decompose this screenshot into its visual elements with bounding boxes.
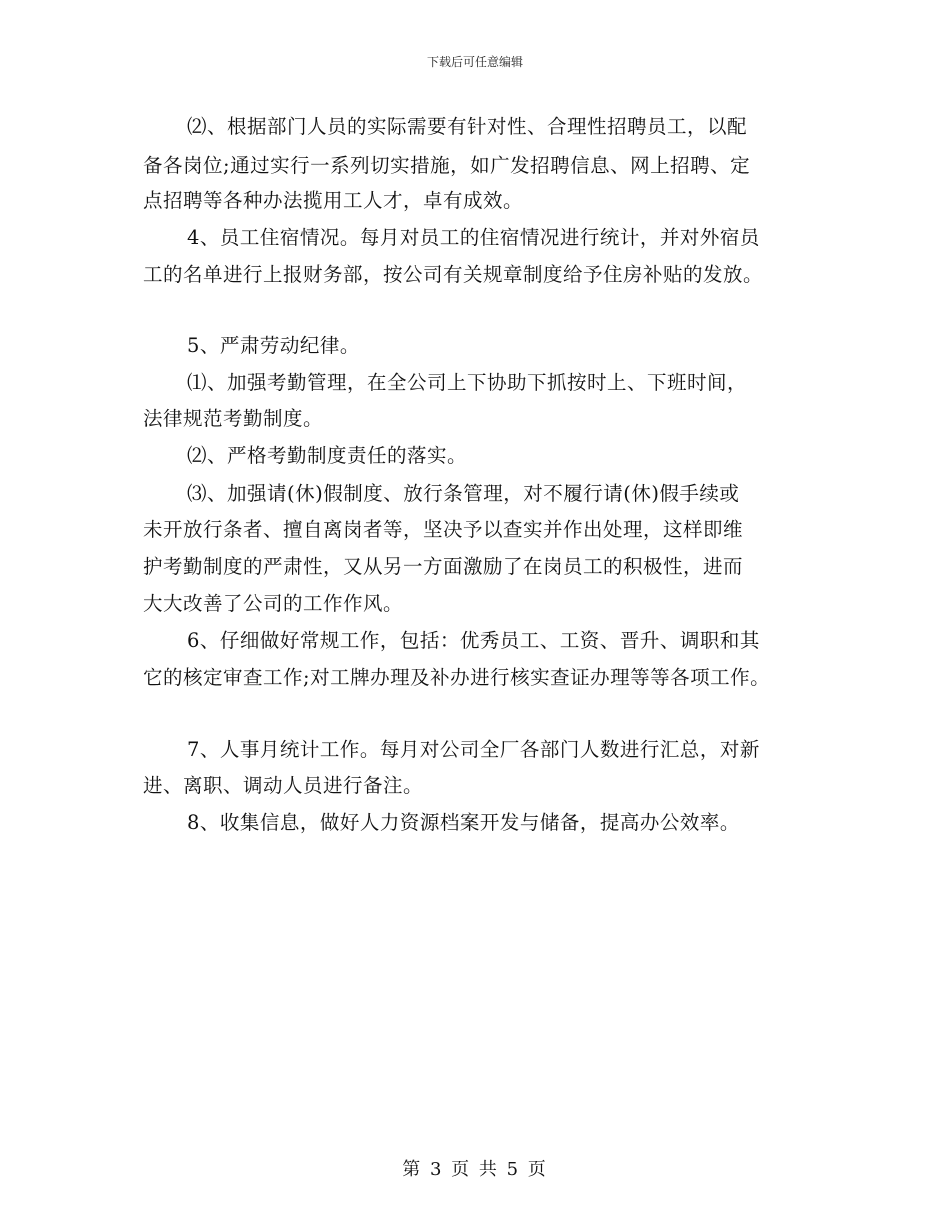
paragraph-line: 它的核定审查工作;对工牌办理及补办进行核实查证办理等等各项工作。 [143,666,771,689]
paragraph-line: ⑴、加强考勤管理，在全公司上下协助下抓按时上、下班时间， [187,371,748,394]
paragraph-line: ⑵、根据部门人员的实际需要有针对性、合理性招聘员工，以配 [187,115,748,138]
page-number-footer: 第 3 页 共 5 页 [402,1159,548,1180]
paragraph-line: 6、仔细做好常规工作，包括：优秀员工、工资、晋升、调职和其 [187,629,760,652]
paragraph-line: 8、收集信息，做好人力资源档案开发与储备，提高办公效率。 [187,811,740,834]
paragraph-line: 进、离职、调动人员进行备注。 [143,774,424,797]
paragraph-line: 4、员工住宿情况。每月对员工的住宿情况进行统计，并对外宿员 [187,226,760,249]
paragraph-line: 点招聘等各种办法揽用工人才，卓有成效。 [143,189,524,212]
paragraph-line: 备各岗位;通过实行一系列切实措施，如广发招聘信息、网上招聘、定 [143,154,751,177]
paragraph-line: 5、严肃劳动纪律。 [187,334,360,357]
paragraph-line: 法律规范考勤制度。 [143,407,324,430]
paragraph-line: ⑶、加强请(休)假制度、放行条管理，对不履行请(休)假手续或 [187,482,740,505]
paragraph-line: 未开放行条者、擅自离岗者等，坚决予以查实并作出处理，这样即维 [143,518,744,541]
paragraph-line: 大大改善了公司的工作作风。 [143,592,404,615]
header-note: 下载后可任意编辑 [426,55,523,69]
paragraph-line: 护考勤制度的严肃性，又从另一方面激励了在岗员工的积极性，进而 [143,555,744,578]
paragraph-line: 工的名单进行上报财务部，按公司有关规章制度给予住房补贴的发放。 [143,263,764,286]
paragraph-line: 7、人事月统计工作。每月对公司全厂各部门人数进行汇总，对新 [187,738,760,761]
paragraph-line: ⑵、严格考勤制度责任的落实。 [187,444,468,467]
